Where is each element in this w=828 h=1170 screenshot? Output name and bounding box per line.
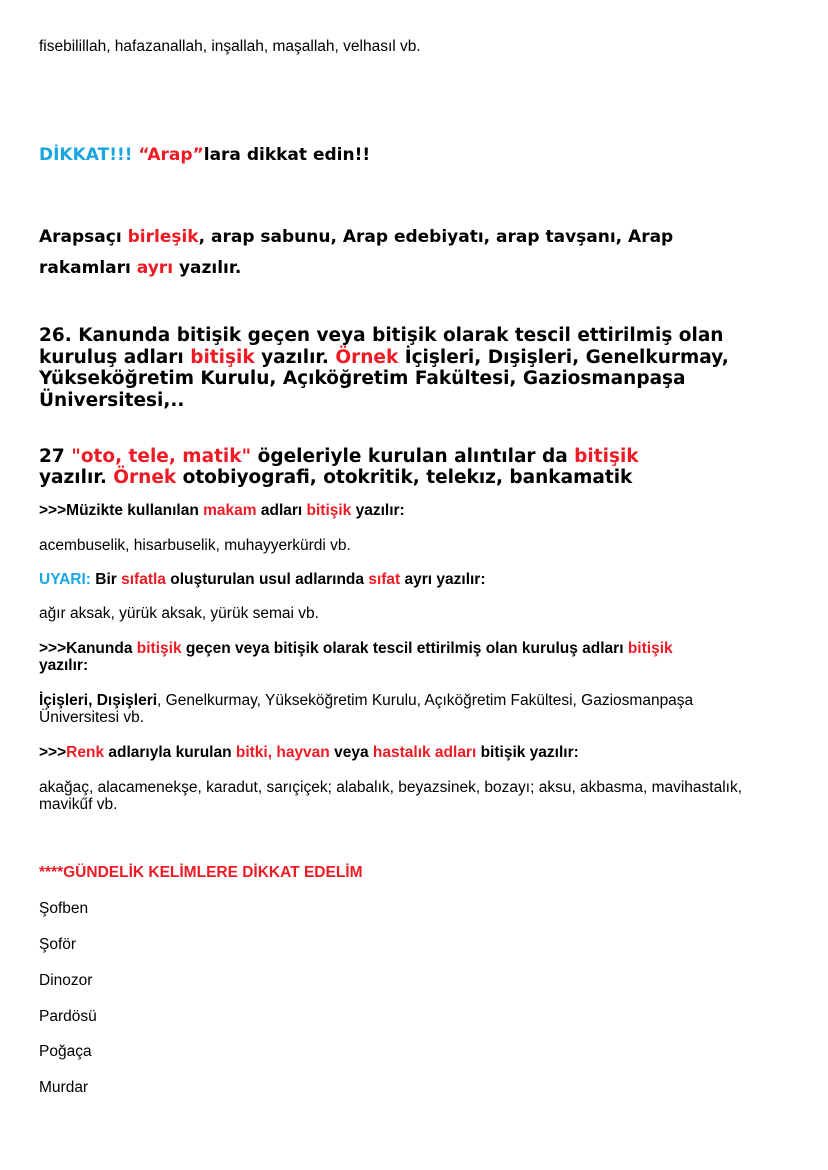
word-list-item: Şofben [39,900,89,917]
word-list-item: Pardösü [39,1008,97,1025]
uyari-heading: UYARI: Bir sıfatla oluşturulan usul adlarında sıfat ayrı yazılır: [39,571,486,588]
muzik-heading: >>>Müzikte kullanılan makam adları bitişik yazılır: [39,502,405,519]
word-list-item: Murdar [39,1079,89,1096]
renk-examples: akağaç, alacamenekşe, karadut, sarıçiçek; alabalık, beyazsinek, bozayı; aksu, akbasma, mavihastalık, mavikűf vb. [39,779,743,813]
uyari-examples: ağır aksak, yürük aksak, yürük semai vb. [39,605,319,622]
dikkat-label: DİKKAT!!! [39,145,133,165]
intro-word-list: fisebilillah, hafazanallah, inşallah, maşallah, velhasıl vb. [39,38,421,55]
rule-26-paragraph: 26. Kanunda bitişik geçen veya bitişik olarak tescil ettirilmiş olan kuruluş adları bitişik yazılır. Örnek İçişleri, Dışişleri, Genelkurmay, Yükseköğretim Kurulu, Açıköğretim Fakültesi, Gaziosmanpaşa Üniversitesi,.. [39,325,729,411]
gundelik-heading: ****GÜNDELİK KELİMLERE DİKKAT EDELİM [39,864,363,881]
dikkat-warning: DİKKAT!!! “Arap”lara dikkat edin!! [39,145,371,165]
arapsaci-paragraph: Arapsaçı birleşik, arap sabunu, Arap edebiyatı, arap tavşanı, Arap rakamları ayrı yazılır. [39,227,674,278]
rule-27-paragraph: 27 "oto, tele, matik" ögeleriyle kurulan alıntılar da bitişik yazılır. Örnek otobiyografi, otokritik, telekız, bankamatik [39,446,639,488]
kanun-heading: >>>Kanunda bitişik geçen veya bitişik olarak tescil ettirilmiş olan kuruluş adları bitişik yazılır: [39,640,673,674]
word-list-item: Şoför [39,936,77,953]
uyari-label: UYARI: [39,571,91,588]
word-list-item: Dinozor [39,972,93,989]
arap-quote: “Arap” [138,145,204,165]
renk-heading: >>>Renk adlarıyla kurulan bitki, hayvan veya hastalık adları bitişik yazılır: [39,744,579,761]
word-list-item: Poğaça [39,1043,92,1060]
kanun-examples: İçişleri, Dışişleri, Genelkurmay, Yükseköğretim Kurulu, Açıköğretim Fakültesi, Gaziosmanpaşa Üniversitesi vb. [39,692,694,726]
muzik-examples: acembuselik, hisarbuselik, muhayyerkürdi vb. [39,537,351,554]
